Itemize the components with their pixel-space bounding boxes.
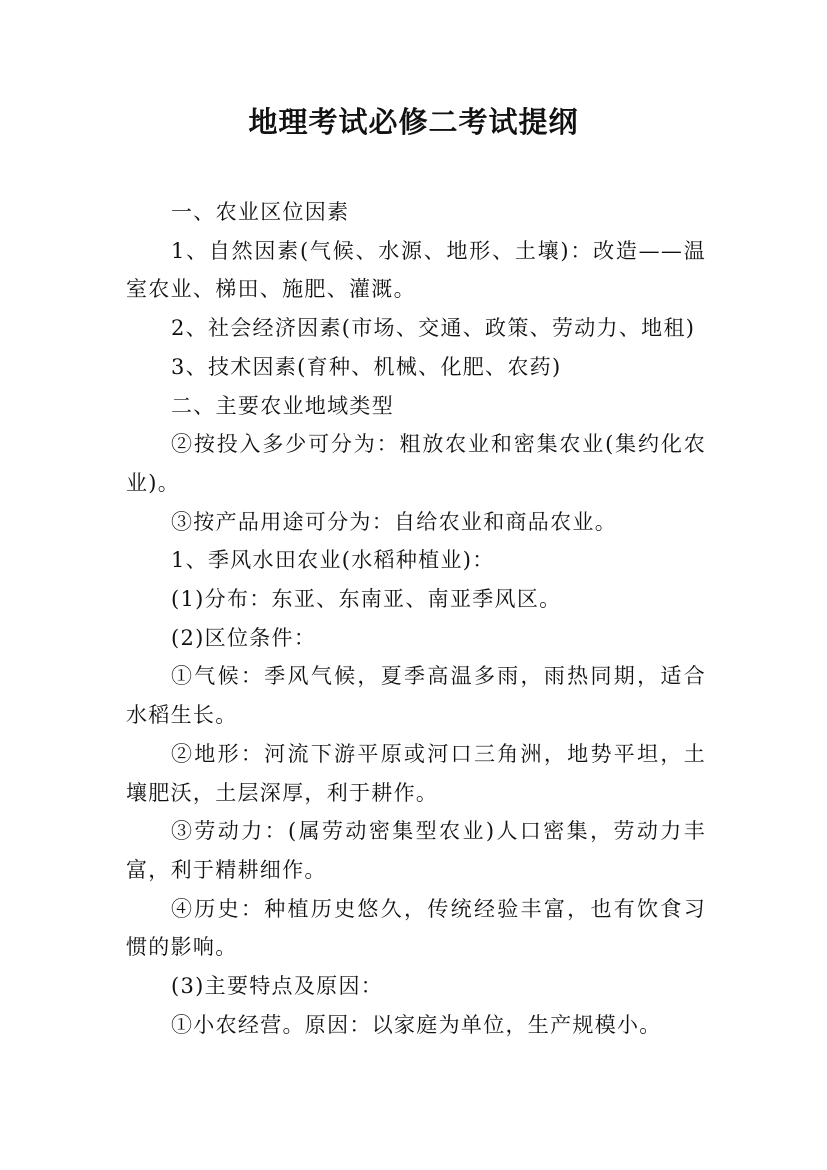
paragraph-7: ③按产品用途可分为：自给农业和商品农业。: [171, 509, 617, 534]
paragraph-16: ①小农经营。原因：以家庭为单位，生产规模小。: [171, 1012, 662, 1037]
paragraph-3: 2、社会经济因素(市场、交通、政策、劳动力、地租): [171, 316, 696, 341]
paragraph-4: 3、技术因素(育种、机械、化肥、农药): [171, 354, 562, 379]
paragraph-14: ④历史：种植历史悠久，传统经验丰富，也有饮食习惯的影响。: [126, 896, 706, 960]
paragraph-12: ②地形：河流下游平原或河口三角洲，地势平坦，土壤肥沃，土层深厚，利于耕作。: [126, 741, 706, 805]
paragraph-6: ②按投入多少可分为：粗放农业和密集农业(集约化农业)。: [126, 432, 706, 495]
paragraph-11: ①气候：季风气候，夏季高温多雨，雨热同期，适合水稻生长。: [126, 664, 706, 728]
document-title: 地理考试必修二考试提纲: [248, 105, 579, 139]
paragraph-2: 1、自然因素(气候、水源、地形、土壤)：改造——温室农业、梯田、施肥、灌溉。: [126, 238, 706, 302]
paragraph-8: 1、季风水田农业(水稻种植业)：: [171, 548, 495, 573]
document-body: [126, 193, 706, 1044]
paragraph-5: 二、主要农业地域类型: [171, 393, 394, 418]
paragraph-9: (1)分布：东亚、东南亚、南亚季风区。: [171, 587, 562, 612]
paragraph-10: (2)区位条件：: [171, 625, 317, 650]
paragraph-13: ③劳动力：(属劳动密集型农业)人口密集，劳动力丰富，利于精耕细作。: [126, 819, 706, 882]
paragraph-15: (3)主要特点及原因：: [171, 974, 384, 999]
paragraph-1: 一、农业区位因素: [171, 200, 350, 224]
